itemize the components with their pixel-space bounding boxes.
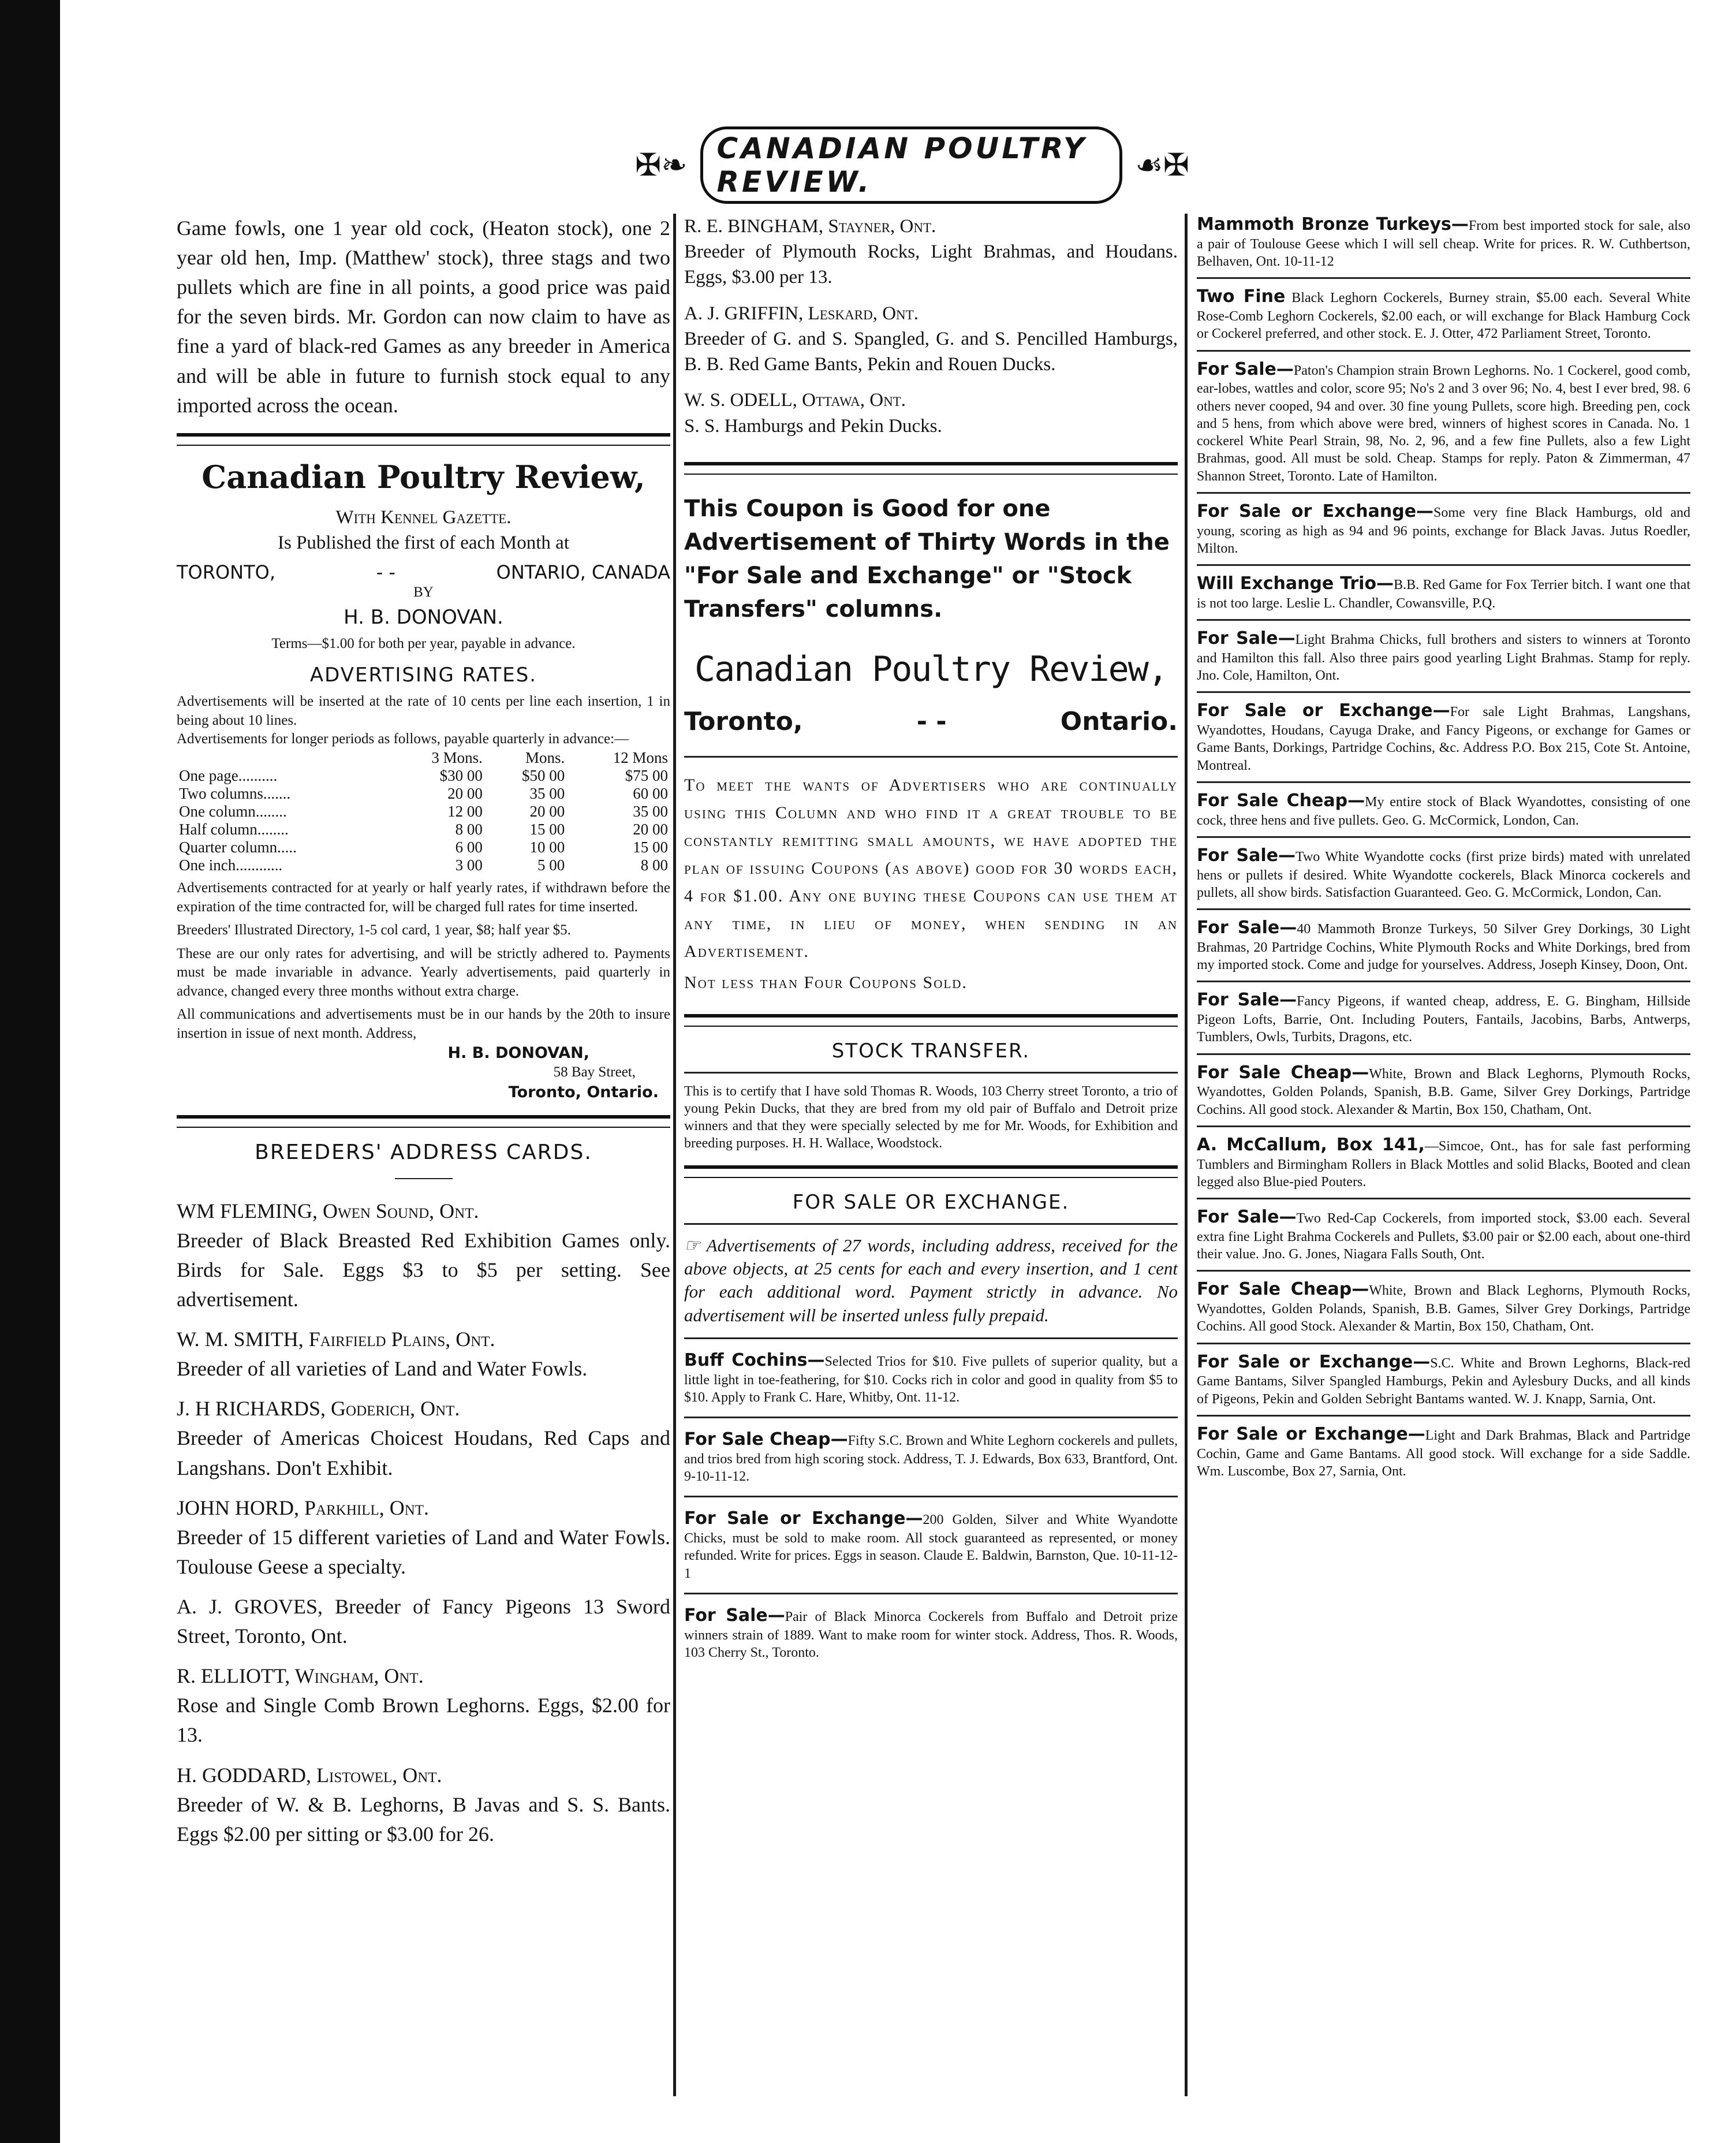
contracted-paragraph: Advertisements contracted for at yearly or half yearly rates, if withdrawn before the expiration of the time contracted for, will be charged full rates for time inserted. — [177, 880, 670, 915]
coupon-loc-left: Toronto, — [684, 706, 803, 736]
rule — [1197, 350, 1690, 352]
rate-value: 5 00 — [537, 856, 565, 874]
breeder-card — [177, 1493, 670, 1582]
ad-text: S.C. White and Brown Leghorns, Black-red Game Bantams, Silver Spangled Hamburgs, Pekin and Aylesbury Ducks, and all kinds of Pigeons, Pekin and Golden Sebright Bantams wanted. W. J. Knapp, Sarnia, Ont. — [1197, 1355, 1690, 1407]
page-banner — [635, 132, 1189, 199]
classified-ad — [1197, 1351, 1690, 1408]
ad-text: —Simcoe, Ont., has for sale fast performing Tumblers and Birmingham Rollers in Black Mottles and solid Blacks, Booted and clean legged also Blue-pied Pouters. — [1197, 1138, 1690, 1190]
classified-ad — [1197, 628, 1690, 684]
breeder-card — [177, 1761, 670, 1849]
rule — [1197, 564, 1690, 566]
classified-ad — [684, 1429, 1178, 1485]
ad-text: Paton's Champion strain Brown Leghorns. No. 1 Cockerel, good comb, ear-lobes, wattles and color, score 95; No's 2 and 3 over 96; No. 4, best I ever bred, 98. 6 others never cooped, 94 and over. 30 fine young Pullets, score high. Breeding pen, cock and 5 hens, from which above were bred, winners of highest scores in Canada. No. 1 cockerel White Pearl Strain, 98, No. 2, 96, and a few fine Pullets, also a few Light Brahmas, good. All must be sold. Cheap. Stamps for reply. Paton & Zimmerman, 47 Shannon Street, Toronto. Late of Hamilton. — [1197, 363, 1690, 484]
rate-value: 15 00 — [529, 820, 565, 838]
rates-table — [177, 749, 670, 874]
breeder-card — [177, 1197, 670, 1314]
ad-text: Fifty S.C. Brown and White Leghorn cockerels and pullets, and trios bred from high scoring stock. Address, T. J. Edwards, Box 633, Brantford, Ont. 9-10-11-12. — [684, 1433, 1178, 1485]
rate-value: 20 00 — [529, 802, 565, 820]
rule — [1197, 836, 1690, 838]
rate-row — [177, 803, 670, 821]
breeder-card — [177, 1325, 670, 1384]
transfer-text: This is to certify that I have sold Thomas R. Woods, 103 Cherry street Toronto, a trio of young Pekin Ducks, that they are bred from my old pair of Buffalo and Detroit prize winners and that they were specially selected by me for Mr. Woods, for Exhibition and breeding purposes. H. H. Wallace, Woodstock. — [684, 1083, 1178, 1151]
rate-label: One inch............ — [179, 856, 283, 874]
column-two — [684, 214, 1178, 2096]
classified-ad — [684, 1508, 1178, 1582]
double-rule — [177, 433, 670, 446]
rate-value: $75 00 — [625, 766, 668, 784]
breeder-name: H. GODDARD, Listowel, Ont. — [177, 1763, 442, 1787]
ad-heading: For Sale— — [1197, 990, 1297, 1011]
breeder-card — [684, 214, 1178, 290]
rate-value: 6 00 — [455, 838, 483, 856]
rule — [684, 1496, 1178, 1497]
coupon-location — [684, 707, 1178, 736]
left-ornament: ✠❧ — [635, 147, 688, 183]
rate-value: 20 00 — [633, 820, 668, 838]
place-line — [177, 561, 670, 583]
breeder-desc: Breeder of Plymouth Rocks, Light Brahmas, and Houdans. Eggs, $3.00 per 13. — [684, 241, 1178, 288]
address-city: Toronto, Ontario. — [508, 1083, 659, 1101]
rate-header-cell: 12 Mons — [613, 748, 668, 766]
intro-paragraph: Game fowls, one 1 year old cock, (Heaton stock), one 2 year old hen, Imp. (Matthew' stock), three stags and two pullets which are fine in all points, a good price was paid for the seven birds. Mr. Gordon can now claim to have as fine a yard of black-red Games as any breeder in America and will be able in future to furnish stock equal to any imported across the ocean. — [177, 217, 670, 417]
classified-ad — [1197, 214, 1690, 270]
classified-ad — [1197, 359, 1690, 485]
classified-ad — [1197, 700, 1690, 774]
double-rule — [684, 1165, 1178, 1178]
rule — [1197, 1415, 1690, 1417]
breeder-name: J. H RICHARDS, Goderich, Ont. — [177, 1397, 460, 1421]
rule — [1197, 492, 1690, 494]
breeder-desc: Breeder of Americas Choicest Houdans, Red Caps and Langshans. Don't Exhibit. — [177, 1426, 670, 1479]
classified-ad — [1197, 1062, 1690, 1119]
column-rule-left — [673, 214, 676, 2096]
classified-ad — [1197, 989, 1690, 1046]
ad-heading: For Sale Cheap— — [1197, 1279, 1369, 1300]
breeder-name: A. J. GROVES, — [177, 1595, 323, 1619]
double-rule — [684, 462, 1178, 475]
rates-header-row — [177, 749, 670, 767]
rule — [684, 1072, 1178, 1074]
classified-ad — [1197, 1206, 1690, 1263]
coupon-title: Canadian Poultry Review, — [695, 649, 1167, 690]
rate-row — [177, 785, 670, 803]
rule — [684, 1417, 1178, 1418]
classified-ad — [1197, 845, 1690, 901]
ad-text: Fancy Pigeons, if wanted cheap, address, E. G. Bingham, Hillside Pigeon Lofts, Barrie, Ont. Including Pouters, Fantails, Jacobins, Barbs, Antwerps, Tumblers, Owls, Turbits, Dragons, etc. — [1197, 994, 1690, 1045]
rate-label: Two columns....... — [179, 784, 291, 802]
ad-text: Black Leghorn Cockerels, Burney strain, $5.00 each. Several White Rose-Comb Leghorn Cockerels, $2.00 each, or will exchange for Black Hamburg Cock or Cockerel preferred, and other stock. E. J. Otter, 472 Parliament Street, Toronto. — [1197, 290, 1690, 342]
kennel-line: With Kennel Gazette. — [335, 506, 512, 528]
rate-row — [177, 838, 670, 856]
rule — [684, 1593, 1178, 1594]
breeder-desc: Breeder of Black Breasted Red Exhibition Games only. Birds for Sale. Eggs $3 to $5 per setting. See advertisement. — [177, 1228, 670, 1311]
ad-heading: For Sale— — [684, 1605, 785, 1626]
ad-heading: For Sale— — [1197, 359, 1294, 379]
column-rule-right — [1185, 214, 1188, 2096]
ad-text: Some very fine Black Hamburgs, old and young, scoring as high as 94 and 96 points, exchange for Black Javas. Jutus Roedler, Milton. — [1197, 505, 1690, 556]
ad-heading: For Sale— — [1197, 1207, 1297, 1228]
classified-ad — [1197, 1134, 1690, 1191]
short-rule — [395, 1178, 453, 1179]
rate-label: One column........ — [179, 802, 287, 820]
coupon-loc-right: Ontario. — [1060, 706, 1178, 736]
ad-heading: Two Fine — [1197, 286, 1286, 307]
binding-gap — [60, 0, 70, 2143]
breeder-desc: Breeder of Fancy Pigeons 13 Sword Street, Toronto, Ont. — [177, 1595, 671, 1648]
rule — [1197, 277, 1690, 279]
breeder-card — [177, 1661, 670, 1750]
ad-heading: For Sale— — [1197, 918, 1297, 938]
ad-heading: For Sale or Exchange— — [684, 1508, 923, 1529]
ad-heading: Will Exchange Trio— — [1197, 573, 1394, 594]
ad-text: My entire stock of Black Wyandottes, consisting of one cock, three hens and five pullets. Geo. G. McCormick, London, Can. — [1197, 794, 1690, 828]
ad-heading: Mammoth Bronze Turkeys— — [1197, 214, 1469, 234]
ad-heading: For Sale— — [1197, 628, 1296, 649]
ad-heading: For Sale or Exchange— — [1197, 1423, 1425, 1444]
rate-value: 8 00 — [640, 856, 668, 874]
classified-ad — [1197, 501, 1690, 557]
coupon-body: To meet the wants of Advertisers who are continually using this Column and who find it a great trouble to be constantly remitting small amounts, we have adopted the plan of issuing Coupons (as above) good for 30 words each, 4 for $1.00. Any one buying these Coupons can use them at any time, in lieu of money, when sending in an Advertisement. — [684, 775, 1178, 961]
right-ornament: ☙✠ — [1135, 147, 1189, 183]
breeder-desc: S. S. Hamburgs and Pekin Ducks. — [684, 415, 942, 437]
rule — [684, 1337, 1178, 1339]
rate-value: $50 00 — [521, 766, 565, 784]
ad-heading: For Sale Cheap— — [684, 1429, 848, 1450]
rate-header-cell: Mons. — [525, 748, 565, 766]
rates-intro: Advertisements will be inserted at the rate of 10 cents per line each insertion, 1 in being about 10 lines. — [177, 694, 670, 728]
rule — [1197, 781, 1690, 783]
breeder-name: R. ELLIOTT, Wingham, Ont. — [177, 1664, 424, 1688]
ad-text: 200 Golden, Silver and White Wyandotte Chicks, must be sold to make room. All stock guaranteed as represented, or money refunded. Write for prices. Eggs in season. Claude E. Baldwin, Barnston, Que. 10-11-12-1 — [684, 1512, 1178, 1581]
breeder-card — [684, 387, 1178, 438]
rate-header-cell: 3 Mons. — [431, 748, 483, 766]
sale-heading: FOR SALE OR EXCHANGE. — [792, 1190, 1070, 1214]
breeder-name: W. S. ODELL, Ottawa, Ont. — [684, 390, 906, 411]
rate-value: $30 00 — [439, 766, 483, 784]
rate-row — [177, 821, 670, 838]
breeder-desc: Rose and Single Comb Brown Leghorns. Eggs, $2.00 for 13. — [177, 1694, 670, 1747]
rate-label: One page.......... — [179, 766, 278, 784]
ad-text: Light Brahma Chicks, full brothers and sisters to winners at Toronto and Hamilton this fall. Also three pairs good yearling Light Brahmas. Stamp for reply. Jno. Cole, Hamilton, Ont. — [1197, 632, 1690, 684]
rule — [1197, 908, 1690, 910]
sale-notice: ☞ Advertisements of 27 words, including address, received for the above objects, at 25 cents for each and every insertion, and 1 cent for each additional word. Payment strictly in advance. No advertisement will be inserted unless fully prepaid. — [684, 1235, 1178, 1325]
publisher-name: H. B. DONOVAN. — [344, 605, 503, 629]
rule — [1197, 619, 1690, 621]
rate-label: Quarter column..... — [179, 838, 297, 856]
published-line: Is Published the first of each Month at — [278, 532, 569, 553]
rule — [1197, 1053, 1690, 1055]
breeder-card — [177, 1592, 670, 1651]
rule — [1197, 691, 1690, 693]
ad-heading: For Sale or Exchange— — [1197, 700, 1450, 721]
rule — [1197, 1125, 1690, 1127]
masthead-title: Canadian Poultry Review, — [201, 458, 645, 495]
terms-line: Terms—$1.00 for both per year, payable in advance. — [271, 635, 576, 651]
breeder-name: R. E. BINGHAM, Stayner, Ont. — [684, 216, 936, 237]
rate-value: 3 00 — [455, 856, 483, 874]
rate-value: 35 00 — [633, 802, 668, 820]
ad-text: Light and Dark Brahmas, Black and Partridge Cochin, Game and Game Bantams. All good stock. Will exchange for a side Saddle. Wm. Luscombe, Box 27, Sarnia, Ont. — [1197, 1428, 1691, 1479]
breeder-card — [177, 1394, 670, 1482]
rate-value: 35 00 — [529, 784, 565, 802]
classified-ad — [1197, 917, 1690, 974]
ad-text: Pair of Black Minorca Cockerels from Buffalo and Detroit prize winners strain of 1889. Want to make room for winter stock. Address, Thos. R. Woods, 103 Cherry St., Toronto. — [684, 1609, 1178, 1660]
rule — [684, 756, 1178, 758]
classified-ad — [684, 1605, 1178, 1661]
rates-longer: Advertisements for longer periods as follows, payable quarterly in advance:— — [177, 731, 629, 747]
ad-heading: For Sale— — [1197, 845, 1296, 866]
breeder-name: JOHN HORD, Parkhill, Ont. — [177, 1496, 430, 1519]
breeder-desc: Breeder of 15 different varieties of Land and Water Fowls. Toulouse Geese a specialty. — [177, 1525, 670, 1578]
classified-ad — [1197, 1279, 1690, 1335]
rate-value: 8 00 — [455, 820, 483, 838]
ad-heading: A. McCallum, Box 141, — [1197, 1134, 1425, 1155]
coupon-heading: This Coupon is Good for one Advertisement of Thirty Words in the "For Sale and Exchange" or "Stock Transfers" columns. — [684, 495, 1170, 623]
breeder-desc: Breeder of all varieties of Land and Water Fowls. — [177, 1357, 588, 1381]
ad-heading: For Sale Cheap— — [1197, 1062, 1369, 1083]
classified-ad — [1197, 790, 1690, 829]
transfer-heading: STOCK TRANSFER. — [831, 1039, 1031, 1063]
classified-ad — [1197, 573, 1690, 612]
rate-header-cell — [177, 749, 389, 767]
rate-value: 12 00 — [447, 802, 483, 820]
classified-ad — [684, 1350, 1178, 1406]
double-rule — [177, 1115, 670, 1128]
coupon-minimum: Not less than Four Coupons Sold. — [684, 972, 968, 992]
breeder-name: W. M. SMITH, Fairfield Plains, Ont. — [177, 1328, 495, 1351]
ad-heading: For Sale or Exchange— — [1197, 1351, 1431, 1372]
ad-text: Two White Wyandotte cocks (first prize birds) mated with unrelated hens or pullets if desired. White Wyandotte cockerels, Black Minorca cockerels and pullets, all show birds. Satisfaction Guaranteed. Geo. G. McCormick, London, Can. — [1197, 849, 1690, 900]
rate-label: Half column........ — [179, 820, 289, 838]
rule — [684, 1223, 1178, 1225]
rate-value: 60 00 — [633, 784, 668, 802]
address-name: H. B. DONOVAN, — [447, 1044, 589, 1063]
only-rates-paragraph: These are our only rates for advertising, and will be strictly adhered to. Payments must be made invariable in advance. Yearly advertisements, paid quarterly in advance, changed every three months without extra charge. — [177, 945, 670, 999]
coupon-loc-dashes: - - — [916, 706, 947, 736]
ad-heading: Buff Cochins— — [684, 1350, 825, 1370]
ad-heading: For Sale Cheap— — [1197, 790, 1365, 811]
ad-text: For sale Light Brahmas, Langshans, Wyandottes, Houdans, Cayuga Drake, and Fancy Pigeons, or exchange for Games or Game Bants, Dorkings, Partridge Cochins, &c. Address P.O. Box 215, Cote St. Antoine, Montreal. — [1197, 705, 1691, 773]
breeder-desc: Breeder of G. and S. Spangled, G. and S. Pencilled Hamburgs, B. B. Red Game Bants, Pekin and Rouen Ducks. — [684, 328, 1178, 375]
rate-row — [177, 856, 670, 874]
classified-ad — [1197, 1423, 1690, 1480]
ad-text: Two Red-Cap Cockerels, from imported stock, $3.00 each. Several extra fine Light Brahma Cockerels and Pullets, $3.00 pair or $2.00 each, about one-third their value. Jno. G. Jones, Niagara Falls South, Ont. — [1197, 1211, 1691, 1262]
ad-text: From best imported stock for sale, also a pair of Toulouse Geese which I will sell cheap. Write for prices. R. W. Cuthbertson, Belhaven, Ont. 10-11-12 — [1197, 218, 1690, 270]
ad-text: White, Brown and Black Leghorns, Plymouth Rocks, Wyandottes, Golden Polands, Spanish, B.B. Game, Silver Grey Dorkings, Partridge Cochins. All good stock. Alexander & Martin, Box 150, Chatham, Ont. — [1197, 1066, 1690, 1117]
address-street: 58 Bay Street, — [553, 1064, 636, 1080]
breeder-desc: Breeder of W. & B. Leghorns, B Javas and S. S. Bants. Eggs $2.00 per sitting or $3.00 for 26. — [177, 1792, 670, 1846]
ad-heading: For Sale or Exchange— — [1197, 501, 1434, 521]
ad-text: B.B. Red Game for Fox Terrier bitch. I want one that is not too large. Leslie L. Chandler, Cowansville, P.Q. — [1197, 577, 1690, 611]
banner-title: CANADIAN POULTRY REVIEW. — [700, 126, 1123, 204]
by-line: BY — [413, 584, 434, 601]
double-rule — [684, 1014, 1178, 1027]
breeder-card-text — [177, 1592, 670, 1651]
cards-heading: BREEDERS' ADDRESS CARDS. — [255, 1140, 592, 1164]
rate-row — [177, 767, 670, 785]
ad-text: Selected Trios for $10. Five pullets of superior quality, but a little light in toe-feathering, for $10. Cocks rich in color and good in quality from $5 to $10. Apply to Frank C. Hare, Whitby, Ont. 11-12. — [684, 1354, 1178, 1405]
rate-value: 15 00 — [633, 838, 668, 856]
column-one — [177, 214, 670, 2096]
binding-edge — [0, 0, 60, 2143]
place-dashes: - - — [376, 561, 395, 584]
place-right: ONTARIO, CANADA — [496, 561, 670, 584]
rule — [1197, 1343, 1690, 1344]
classified-ad — [1197, 286, 1690, 342]
rule — [1197, 1198, 1690, 1199]
rule — [1197, 1270, 1690, 1272]
rate-value: 10 00 — [529, 838, 565, 856]
breeder-name: WM FLEMING, Owen Sound, Ont. — [177, 1199, 479, 1223]
breeder-name: A. J. GRIFFIN, Leskard, Ont. — [684, 303, 919, 324]
rate-value: 20 00 — [447, 784, 483, 802]
directory-paragraph: Breeders' Illustrated Directory, 1-5 col card, 1 year, $8; half year $5. — [177, 922, 571, 938]
place-left: TORONTO, — [177, 561, 275, 584]
ad-text: White, Brown and Black Leghorns, Plymouth Rocks, Wyandottes, Golden Polands, Spanish, B.B. Games, Silver Grey Dorkings, Partridge Cochins. All good Stock. Alexander & Martin, Box 150, Chatham, Ont. — [1197, 1283, 1690, 1335]
breeder-card — [684, 301, 1178, 378]
rule — [1197, 981, 1690, 982]
rates-heading: ADVERTISING RATES. — [309, 664, 537, 687]
column-three — [1197, 214, 1690, 2096]
ad-text: 40 Mammoth Bronze Turkeys, 50 Silver Grey Dorkings, 30 Light Brahmas, 20 Partridge Cochins, White Plymouth Rocks and White Dorkings, bred from my imported stock. Come and judge for yourselves. Address, Joseph Kinsey, Doon, Ont. — [1197, 922, 1690, 973]
communications-paragraph: All communications and advertisements must be in our hands by the 20th to insure insertion in issue of next month. Address, — [177, 1007, 670, 1041]
